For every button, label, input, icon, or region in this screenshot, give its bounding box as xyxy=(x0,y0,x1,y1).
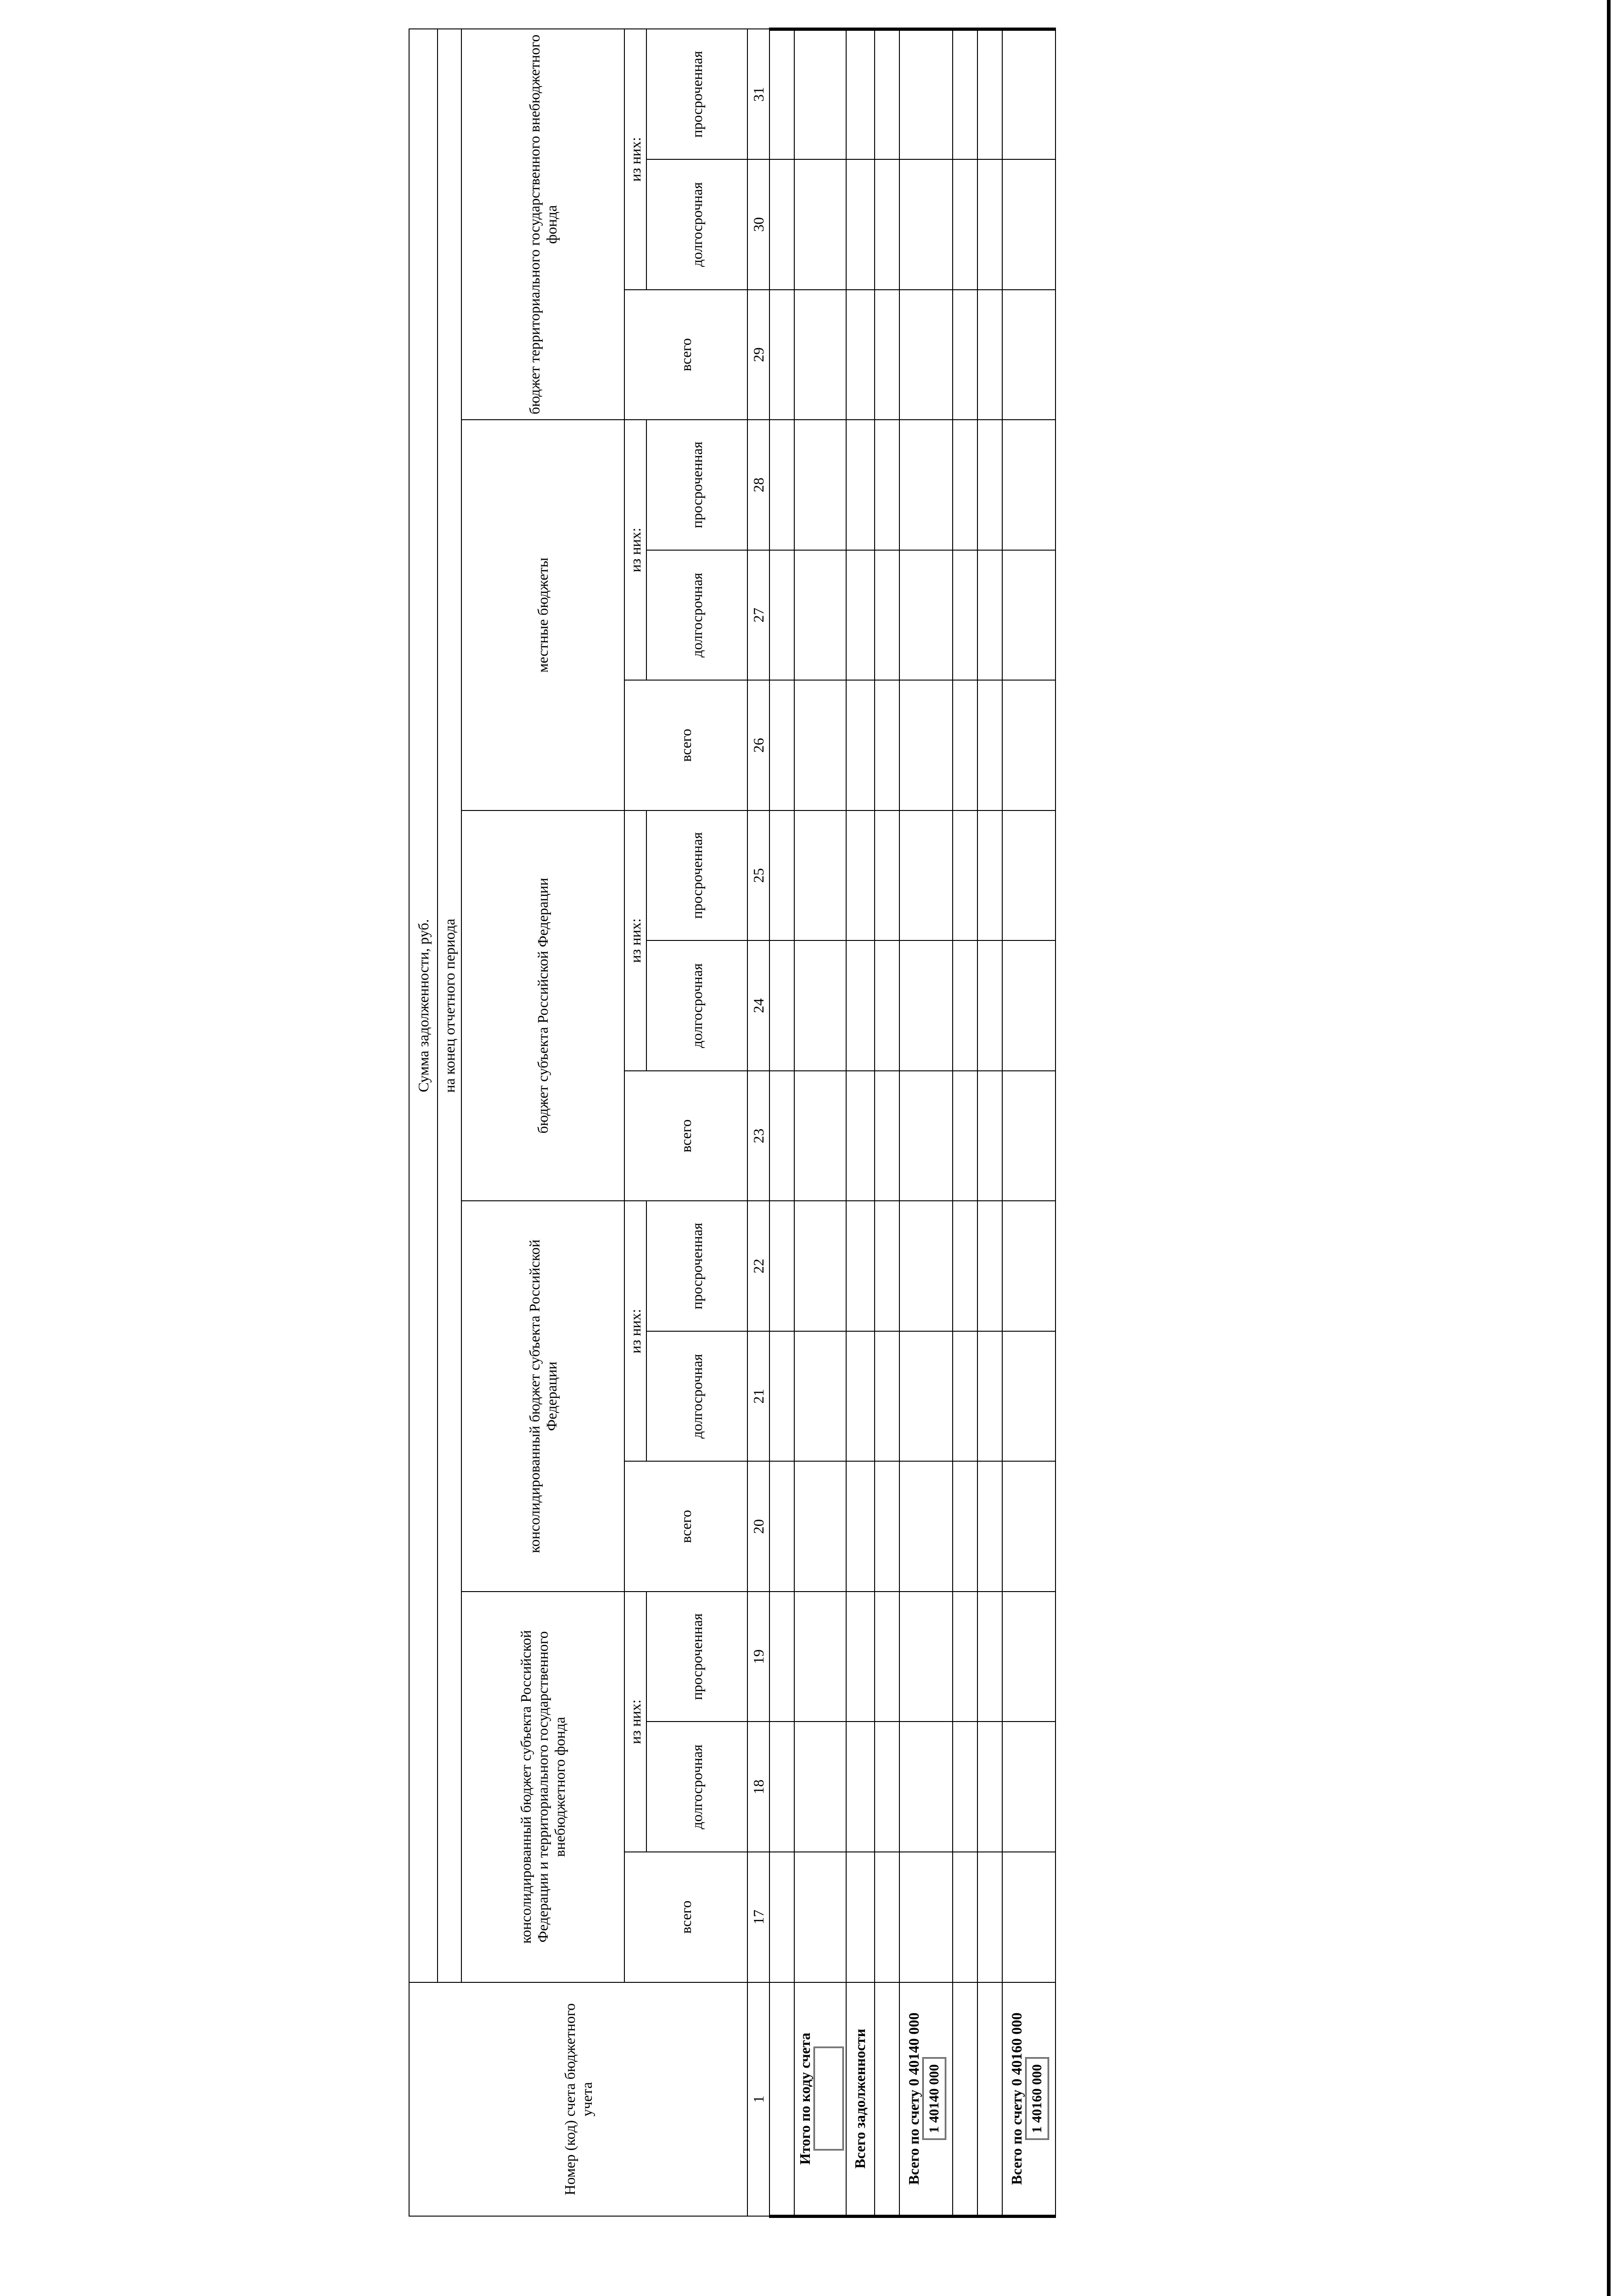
value-cell[interactable] xyxy=(977,550,1002,681)
value-cell[interactable] xyxy=(899,1852,953,1982)
column-number: 17 xyxy=(747,1852,769,1982)
value-cell[interactable] xyxy=(769,420,794,550)
column-number: 19 xyxy=(747,1592,769,1722)
column-number: 20 xyxy=(747,1461,769,1592)
value-cell[interactable] xyxy=(875,940,899,1071)
prosrochennaya-header: просроченная xyxy=(646,29,747,160)
value-cell[interactable] xyxy=(1002,420,1056,550)
value-cell[interactable] xyxy=(977,1592,1002,1722)
itogo-row xyxy=(794,29,846,2217)
value-cell[interactable] xyxy=(769,940,794,1071)
value-cell[interactable] xyxy=(794,290,846,420)
group-local-budgets: местные бюджеты xyxy=(461,420,624,810)
value-cell[interactable] xyxy=(953,1461,977,1592)
value-cell[interactable] xyxy=(899,1071,953,1201)
value-cell[interactable] xyxy=(846,680,875,810)
value-cell[interactable] xyxy=(899,550,953,681)
value-cell[interactable] xyxy=(899,1461,953,1592)
value-cell[interactable] xyxy=(1002,1461,1056,1592)
column-number: 24 xyxy=(747,940,769,1071)
value-cell[interactable] xyxy=(977,1852,1002,1982)
value-cell[interactable] xyxy=(1002,29,1056,160)
value-cell[interactable] xyxy=(794,1461,846,1592)
value-cell[interactable] xyxy=(977,940,1002,1071)
column-number: 21 xyxy=(747,1331,769,1462)
account-cell[interactable] xyxy=(953,1982,977,2217)
value-cell[interactable] xyxy=(794,1201,846,1331)
value-cell[interactable] xyxy=(794,420,846,550)
debt-report-table xyxy=(409,28,1056,2218)
column-number: 18 xyxy=(747,1722,769,1852)
dolgosrochnaya-header: долгосрочная xyxy=(646,940,747,1071)
value-cell[interactable] xyxy=(1002,1071,1056,1201)
value-cell[interactable] xyxy=(953,810,977,941)
value-cell[interactable] xyxy=(1002,1722,1056,1852)
value-cell[interactable] xyxy=(977,1722,1002,1852)
vsego-header: всего xyxy=(624,290,747,420)
account-40160-row xyxy=(1002,29,1056,2217)
vsego-header: всего xyxy=(624,1071,747,1201)
value-cell[interactable] xyxy=(875,159,899,290)
value-cell[interactable] xyxy=(769,1722,794,1852)
account-40140-code[interactable]: 1 40140 000 xyxy=(922,2057,947,2140)
prosrochennaya-header: просроченная xyxy=(646,1201,747,1331)
value-cell[interactable] xyxy=(977,1071,1002,1201)
value-cell[interactable] xyxy=(1002,680,1056,810)
value-cell[interactable] xyxy=(1002,1331,1056,1462)
column-number: 29 xyxy=(747,290,769,420)
value-cell[interactable] xyxy=(875,1722,899,1852)
page-edge-right xyxy=(1607,0,1611,2296)
value-cell[interactable] xyxy=(794,1331,846,1462)
column-number: 27 xyxy=(747,550,769,681)
value-cell[interactable] xyxy=(953,420,977,550)
account-40140-label-cell xyxy=(899,1982,953,2217)
value-cell[interactable] xyxy=(953,680,977,810)
column-number: 31 xyxy=(747,29,769,160)
value-cell[interactable] xyxy=(794,680,846,810)
value-cell[interactable] xyxy=(769,29,794,160)
value-cell[interactable] xyxy=(1002,1201,1056,1331)
value-cell[interactable] xyxy=(953,940,977,1071)
value-cell[interactable] xyxy=(899,420,953,550)
value-cell[interactable] xyxy=(846,1461,875,1592)
value-cell[interactable] xyxy=(769,1592,794,1722)
value-cell[interactable] xyxy=(875,810,899,941)
dolgosrochnaya-header: долгосрочная xyxy=(646,159,747,290)
value-cell[interactable] xyxy=(846,1331,875,1462)
value-cell[interactable] xyxy=(769,1461,794,1592)
account-40160-label: Всего по счету 0 40160 000 xyxy=(1008,2012,1025,2185)
group-consolidated-and-fund: консолидированный бюджет субъекта Российской Федерации и территориального государственного внебюджетного фонда xyxy=(461,1592,624,1982)
value-cell[interactable] xyxy=(1002,159,1056,290)
value-cell[interactable] xyxy=(977,159,1002,290)
value-cell[interactable] xyxy=(899,1592,953,1722)
value-cell[interactable] xyxy=(846,290,875,420)
value-cell[interactable] xyxy=(953,1331,977,1462)
dolgosrochnaya-header: долгосрочная xyxy=(646,1722,747,1852)
value-cell[interactable] xyxy=(846,1071,875,1201)
value-cell[interactable] xyxy=(769,550,794,681)
account-number-header: Номер (код) счета бюджетного учета xyxy=(409,1982,747,2217)
group-subject-budget: бюджет субъекта Российской Федерации xyxy=(461,810,624,1201)
value-cell[interactable] xyxy=(769,1201,794,1331)
value-cell[interactable] xyxy=(875,1852,899,1982)
value-cell[interactable] xyxy=(794,550,846,681)
value-cell[interactable] xyxy=(769,680,794,810)
value-cell[interactable] xyxy=(794,159,846,290)
value-cell[interactable] xyxy=(899,290,953,420)
prosrochennaya-header: просроченная xyxy=(646,420,747,550)
group-consolidated-budget: консолидированный бюджет субъекта Российской Федерации xyxy=(461,1201,624,1592)
value-cell[interactable] xyxy=(977,1201,1002,1331)
value-cell[interactable] xyxy=(899,940,953,1071)
dolgosrochnaya-header: долгосрочная xyxy=(646,1331,747,1462)
value-cell[interactable] xyxy=(769,159,794,290)
itogo-label: Итого по коду счета xyxy=(797,2032,813,2165)
dolgosrochnaya-header: долгосрочная xyxy=(646,550,747,681)
account-cell[interactable] xyxy=(875,1982,899,2217)
value-cell[interactable] xyxy=(769,1071,794,1201)
value-cell[interactable] xyxy=(846,29,875,160)
value-cell[interactable] xyxy=(1002,550,1056,681)
value-cell[interactable] xyxy=(977,680,1002,810)
value-cell[interactable] xyxy=(875,550,899,681)
value-cell[interactable] xyxy=(794,940,846,1071)
iz-nih-header: из них: xyxy=(624,420,646,680)
value-cell[interactable] xyxy=(769,290,794,420)
table-row xyxy=(953,29,977,2217)
table-row xyxy=(977,29,1002,2217)
value-cell[interactable] xyxy=(846,1201,875,1331)
value-cell[interactable] xyxy=(846,550,875,681)
iz-nih-header: из них: xyxy=(624,1592,646,1852)
value-cell[interactable] xyxy=(1002,940,1056,1071)
rotated-form-sheet xyxy=(409,28,1097,2218)
value-cell[interactable] xyxy=(953,1722,977,1852)
column-numbers-row xyxy=(747,29,769,2217)
prosrochennaya-header: просроченная xyxy=(646,1592,747,1722)
value-cell[interactable] xyxy=(875,1461,899,1592)
column-number: 23 xyxy=(747,1071,769,1201)
value-cell[interactable] xyxy=(794,29,846,160)
value-cell[interactable] xyxy=(1002,1592,1056,1722)
vsego-zadolzhennosti-row xyxy=(846,29,875,2217)
value-cell[interactable] xyxy=(953,290,977,420)
account-40160-label-cell xyxy=(1002,1982,1056,2217)
value-cell[interactable] xyxy=(899,1201,953,1331)
value-cell[interactable] xyxy=(899,810,953,941)
value-cell[interactable] xyxy=(794,1592,846,1722)
vsego-header: всего xyxy=(624,680,747,810)
value-cell[interactable] xyxy=(899,680,953,810)
vsego-header: всего xyxy=(624,1852,747,1982)
value-cell[interactable] xyxy=(1002,1852,1056,1982)
value-cell[interactable] xyxy=(794,1852,846,1982)
value-cell[interactable] xyxy=(794,1071,846,1201)
value-cell[interactable] xyxy=(846,1722,875,1852)
value-cell[interactable] xyxy=(977,420,1002,550)
value-cell[interactable] xyxy=(953,1071,977,1201)
group-territorial-fund: бюджет территориального государственного внебюджетного фонда xyxy=(461,29,624,420)
iz-nih-header: из них: xyxy=(624,1201,646,1461)
value-cell[interactable] xyxy=(953,1852,977,1982)
value-cell[interactable] xyxy=(953,1592,977,1722)
value-cell[interactable] xyxy=(794,810,846,941)
value-cell[interactable] xyxy=(769,1852,794,1982)
column-number: 28 xyxy=(747,420,769,550)
value-cell[interactable] xyxy=(769,810,794,941)
value-cell[interactable] xyxy=(875,1592,899,1722)
column-number: 1 xyxy=(747,1982,769,2217)
account-40140-label: Всего по счету 0 40140 000 xyxy=(905,2012,922,2185)
value-cell[interactable] xyxy=(875,680,899,810)
table-row xyxy=(875,29,899,2217)
value-cell[interactable] xyxy=(977,1331,1002,1462)
value-cell[interactable] xyxy=(899,1722,953,1852)
value-cell[interactable] xyxy=(899,29,953,160)
account-40160-code[interactable]: 1 40160 000 xyxy=(1025,2057,1050,2140)
value-cell[interactable] xyxy=(846,810,875,941)
value-cell[interactable] xyxy=(846,940,875,1071)
value-cell[interactable] xyxy=(875,290,899,420)
value-cell[interactable] xyxy=(846,1852,875,1982)
period-title: на конец отчетного периода xyxy=(438,29,461,1982)
value-cell[interactable] xyxy=(899,159,953,290)
vsego-zadolzhennosti-label: Всего задолженности xyxy=(846,1982,875,2217)
value-cell[interactable] xyxy=(1002,290,1056,420)
account-cell[interactable] xyxy=(769,1982,794,2217)
value-cell[interactable] xyxy=(977,1461,1002,1592)
itogo-code-box[interactable] xyxy=(814,2047,844,2150)
value-cell[interactable] xyxy=(769,1331,794,1462)
value-cell[interactable] xyxy=(846,1592,875,1722)
value-cell[interactable] xyxy=(875,29,899,160)
value-cell[interactable] xyxy=(977,29,1002,160)
column-number: 26 xyxy=(747,680,769,810)
account-40140-row xyxy=(899,29,953,2217)
vsego-header: всего xyxy=(624,1461,747,1592)
column-number: 25 xyxy=(747,810,769,941)
column-number: 30 xyxy=(747,159,769,290)
value-cell[interactable] xyxy=(953,29,977,160)
value-cell[interactable] xyxy=(875,420,899,550)
value-cell[interactable] xyxy=(977,290,1002,420)
debt-sum-title: Сумма задолженности, руб. xyxy=(409,29,438,1982)
value-cell[interactable] xyxy=(899,1331,953,1462)
value-cell[interactable] xyxy=(953,159,977,290)
value-cell[interactable] xyxy=(875,1071,899,1201)
iz-nih-header: из них: xyxy=(624,810,646,1071)
value-cell[interactable] xyxy=(953,1201,977,1331)
value-cell[interactable] xyxy=(875,1201,899,1331)
value-cell[interactable] xyxy=(953,550,977,681)
itogo-label-cell xyxy=(794,1982,846,2217)
value-cell[interactable] xyxy=(794,1722,846,1852)
value-cell[interactable] xyxy=(977,810,1002,941)
account-cell[interactable] xyxy=(977,1982,1002,2217)
iz-nih-header: из них: xyxy=(624,29,646,290)
value-cell[interactable] xyxy=(875,1331,899,1462)
column-number: 22 xyxy=(747,1201,769,1331)
value-cell[interactable] xyxy=(846,159,875,290)
table-row xyxy=(769,29,794,2217)
value-cell[interactable] xyxy=(846,420,875,550)
value-cell[interactable] xyxy=(1002,810,1056,941)
prosrochennaya-header: просроченная xyxy=(646,810,747,941)
